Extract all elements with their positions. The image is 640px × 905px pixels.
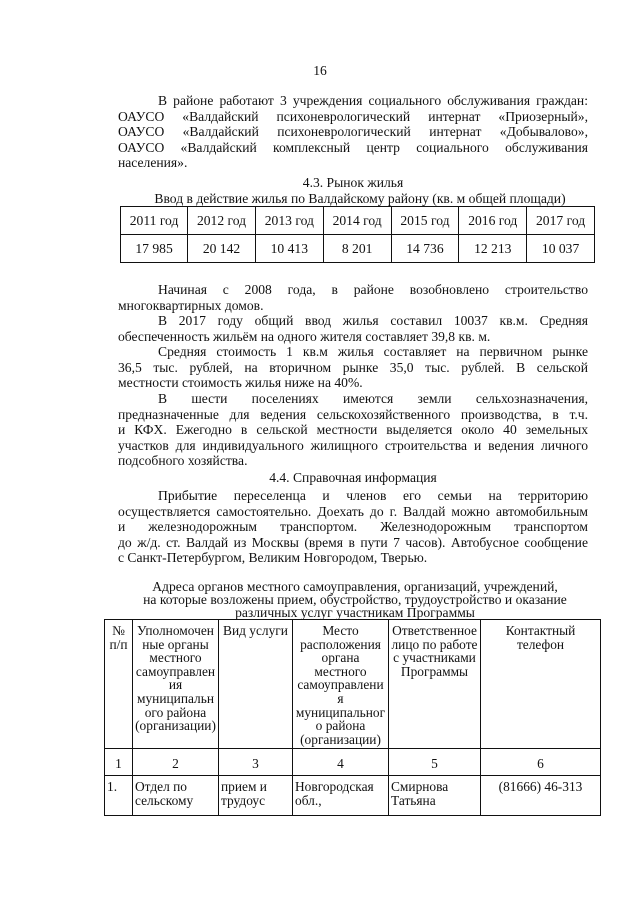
value-cell: 17 985	[121, 235, 188, 263]
column-number-cell: 5	[389, 749, 481, 776]
housing-table	[120, 206, 595, 263]
value-cell: 10 413	[255, 235, 323, 263]
table-row	[105, 776, 601, 816]
year-cell: 2016 год	[459, 207, 527, 235]
text-line: ОАУСО «Валдайский психоневрологический интернат «Добывалово»,	[118, 124, 588, 140]
text-line: многоквартирных домов.	[118, 297, 264, 313]
text-line: В 2017 году общий ввод жилья составил 10037 кв.м. Средняя	[158, 313, 588, 328]
value-cell: 14 736	[391, 235, 459, 263]
header-cell-phone: Контактный телефон	[481, 620, 601, 749]
text-line: Прибытие переселенца и членов его семьи на территорию	[158, 488, 588, 503]
responsible-cell: Смирнова Татьяна	[389, 776, 481, 816]
text-line: предназначенные для ведения сельскохозяйственного производства, в т.ч.	[118, 406, 588, 422]
addresses-column-numbers-row	[105, 749, 601, 776]
caption-line: Адреса органов местного самоуправления, организаций, учреждений,	[152, 579, 558, 594]
service-cell: прием и трудоус	[219, 776, 293, 816]
column-number-cell: 1	[105, 749, 133, 776]
phone-cell: (81666) 46-313	[481, 776, 601, 816]
row-number-cell: 1.	[105, 776, 133, 816]
header-cell-responsible: Ответственное лицо по работе с участниками Программы	[389, 620, 481, 749]
value-cell: 12 213	[459, 235, 527, 263]
year-cell: 2012 год	[188, 207, 256, 235]
paragraph-arrival	[118, 488, 588, 566]
text-line: Средняя стоимость 1 кв.м жилья составляет на первичном рынке	[158, 344, 588, 359]
caption-line: различных услуг участникам Программы	[235, 605, 475, 620]
location-cell: Новгородская обл.,	[293, 776, 389, 816]
intro-paragraph	[118, 93, 588, 171]
column-number-cell: 2	[133, 749, 219, 776]
text-line: с Санкт-Петербургом, Великим Новгородом, Тверью.	[118, 550, 428, 566]
header-cell-number: № п/п	[105, 620, 133, 749]
text-line: местности стоимость жилья ниже на 40%.	[118, 375, 363, 391]
text-line: участков для индивидуального жилищного строительства и ведения личного	[118, 437, 588, 453]
value-cell: 8 201	[323, 235, 391, 263]
year-cell: 2011 год	[121, 207, 188, 235]
addresses-table	[104, 619, 601, 816]
year-cell: 2014 год	[323, 207, 391, 235]
paragraph-land	[118, 391, 588, 469]
housing-table-caption: Ввод в действие жилья по Валдайскому району (кв. м общей площади)	[154, 191, 566, 206]
text-line: населения».	[118, 155, 188, 171]
text-line: ОАУСО «Валдайский комплексный центр социального обслуживания	[118, 139, 588, 155]
column-number-cell: 3	[219, 749, 293, 776]
text-line: обеспеченность жильём на одного жителя составляет 39,8 кв. м.	[118, 328, 491, 344]
text-line: осуществляется самостоятельно. Доехать до г. Валдай можно автомобильным	[118, 503, 588, 519]
header-cell-authority: Уполномочен ные органы местного самоуправлен ия муниципальн ого района (организации)	[133, 620, 219, 749]
column-number-cell: 4	[293, 749, 389, 776]
text-line: подсобного хозяйства.	[118, 453, 248, 469]
paragraph-housing-input	[118, 313, 588, 344]
text-line: и КФХ. Ежегодно в сельской местности выделяется около 40 земельных	[118, 422, 588, 438]
year-cell: 2017 год	[527, 207, 595, 235]
addresses-header-row	[105, 620, 601, 749]
authority-cell: Отдел по сельскому	[133, 776, 219, 816]
caption-line: на которые возложены прием, обустройство, трудоустройство и оказание	[143, 592, 567, 607]
section-heading-43: 4.3. Рынок жилья	[302, 175, 404, 190]
text-line: В шести поселениях имеются земли сельхозназначения,	[158, 391, 588, 406]
text-line: В районе работают 3 учреждения социального обслуживания граждан:	[158, 93, 588, 108]
addresses-table-caption	[110, 580, 600, 619]
text-line: 36,5 тыс. рублей, на вторичном рынке 35,0 тыс. рублей. В сельской	[118, 359, 588, 375]
paragraph-housing-cost	[118, 344, 588, 391]
value-cell: 20 142	[188, 235, 256, 263]
housing-table-values-row	[121, 235, 595, 263]
header-cell-location: Место расположения органа местного самоуправлени я муниципальног о района (организации)	[293, 620, 389, 749]
header-cell-service: Вид услуги	[219, 620, 293, 749]
paragraph-construction	[118, 282, 588, 313]
section-heading-44: 4.4. Справочная информация	[269, 470, 437, 485]
year-cell: 2013 год	[255, 207, 323, 235]
value-cell: 10 037	[527, 235, 595, 263]
year-cell: 2015 год	[391, 207, 459, 235]
text-line: Начиная с 2008 года, в районе возобновлено строительство	[158, 282, 588, 297]
housing-table-years-row	[121, 207, 595, 235]
text-line: до ж/д. ст. Валдай из Москвы (время в пути 7 часов). Автобусное сообщение	[118, 534, 588, 550]
page-number: 16	[313, 63, 327, 78]
text-line: и железнодорожным транспортом. Железнодорожным транспортом	[118, 519, 588, 535]
text-line: ОАУСО «Валдайский психоневрологический интернат «Приозерный»,	[118, 108, 588, 124]
column-number-cell: 6	[481, 749, 601, 776]
